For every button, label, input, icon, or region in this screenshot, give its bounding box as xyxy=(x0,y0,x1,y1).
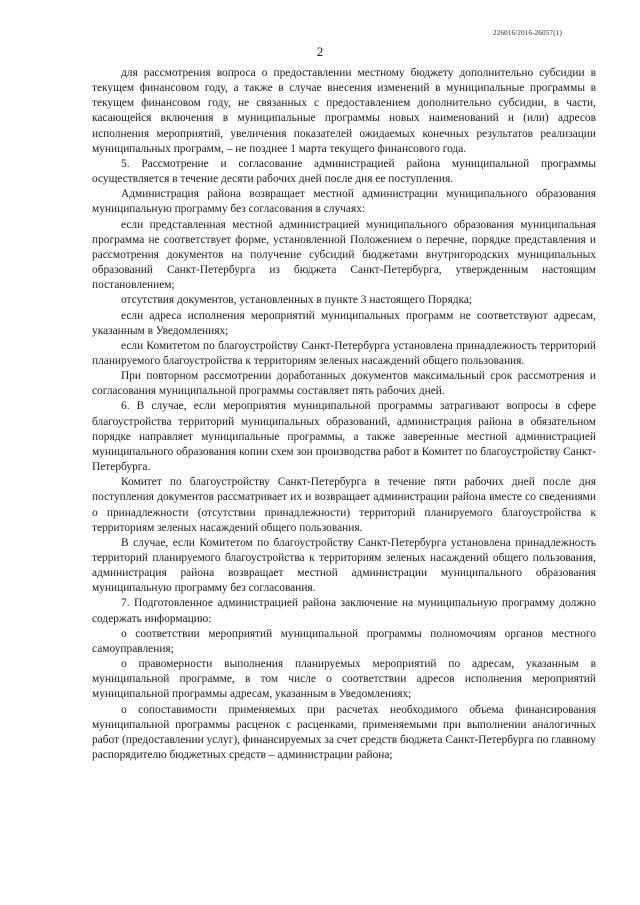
paragraph: о сопоставимости применяемых при расчетах необходимого объема финансирования муниципальной программы расценок с расценками, применяемыми при выполнении аналогичных работ (предоставлении услуг), финансируемых за счет средств бюджета Санкт-Петербурга по главному распорядителю бюджетных средств – администрации района; xyxy=(92,703,596,762)
paragraph: В случае, если Комитетом по благоустройству Санкт-Петербурга установлена принадлежность территорий планируемого благоустройства к территориям зеленых насаждений общего пользования, администрация района возвращает местной администрации муниципального образования муниципальную программу без согласования. xyxy=(92,536,596,595)
document-id: 226016/2016-26057(1) xyxy=(493,29,562,37)
paragraph: Администрация района возвращает местной администрации муниципального образования муниципальную программу без согласования в случаях: xyxy=(92,188,596,216)
paragraph: Комитет по благоустройству Санкт-Петербурга в течение пяти рабочих дней после дня поступления документов рассматривает их и возвращает администрации района вместе со сведениями о принадлежности (отсутствии принадлежности) территорий планируемого благоустройства к территориям зеленых насаждений общего пользования. xyxy=(92,476,596,534)
paragraph: о соответствии мероприятий муниципальной программы полномочиям органов местного самоуправления; xyxy=(92,627,596,655)
paragraph: для рассмотрения вопроса о предоставлении местному бюджету дополнительно субсидии в текущем финансовом году, а также в случае внесения изменений в муниципальные программы в текущем финансовом году, не связанных с предоставлением дополнительно субсидии, в части, касающейся включения в муниципальные программы новых наименований и (или) адресов исполнения мероприятий, увеличения показателей ожидаемых конечных результатов реализации муниципальных программ, – не позднее 1 марта текущего финансового года. xyxy=(92,67,596,155)
paragraph: При повторном рассмотрении доработанных документов максимальный срок рассмотрения и согласования муниципальной программы составляет пять рабочих дней. xyxy=(92,370,596,398)
document-body xyxy=(92,66,596,763)
paragraph: если представленная местной администрацией муниципального образования муниципальная программа не соответствует форме, установленной Положением о перечне, порядке представления и рассмотрения документов на получение субсидий бюджетами внутригородских муниципальных образований Санкт-Петербурга из бюджета Санкт-Петербурга, утвержденным настоящим постановлением; xyxy=(92,218,596,292)
paragraph: если Комитетом по благоустройству Санкт-Петербурга установлена принадлежность территорий планируемого благоустройства к территориям зеленых насаждений общего пользования. xyxy=(92,339,596,367)
paragraph: 7. Подготовленное администрацией района заключение на муниципальную программу должно содержать информацию: xyxy=(92,597,596,625)
paragraph: о правомерности выполнения планируемых мероприятий по адресам, указанным в муниципальной программе, в том числе о соответствии адресов исполнения мероприятий муниципальной программы адресам, указанным в Уведомлениях; xyxy=(92,658,596,701)
page-number: 2 xyxy=(316,44,324,59)
paragraph: отсутствия документов, установленных в пункте 3 настоящего Порядка; xyxy=(121,294,473,307)
paragraph: 6. В случае, если мероприятия муниципальной программы затрагивают вопросы в сфере благоустройства территорий муниципальных образований, администрация района в обязательном порядке направляет муниципальные программы, а также заверенные местной администрацией муниципального образования копии схем зон производства работ в Комитет по благоустройству Санкт-Петербурга. xyxy=(92,400,596,474)
paragraph: 5. Рассмотрение и согласование администрацией района муниципальной программы осуществляется в течение десяти рабочих дней после дня ее поступления. xyxy=(92,157,596,186)
paragraph: если адреса исполнения мероприятий муниципальных программ не соответствуют адресам, указанным в Уведомлениях; xyxy=(92,309,596,337)
